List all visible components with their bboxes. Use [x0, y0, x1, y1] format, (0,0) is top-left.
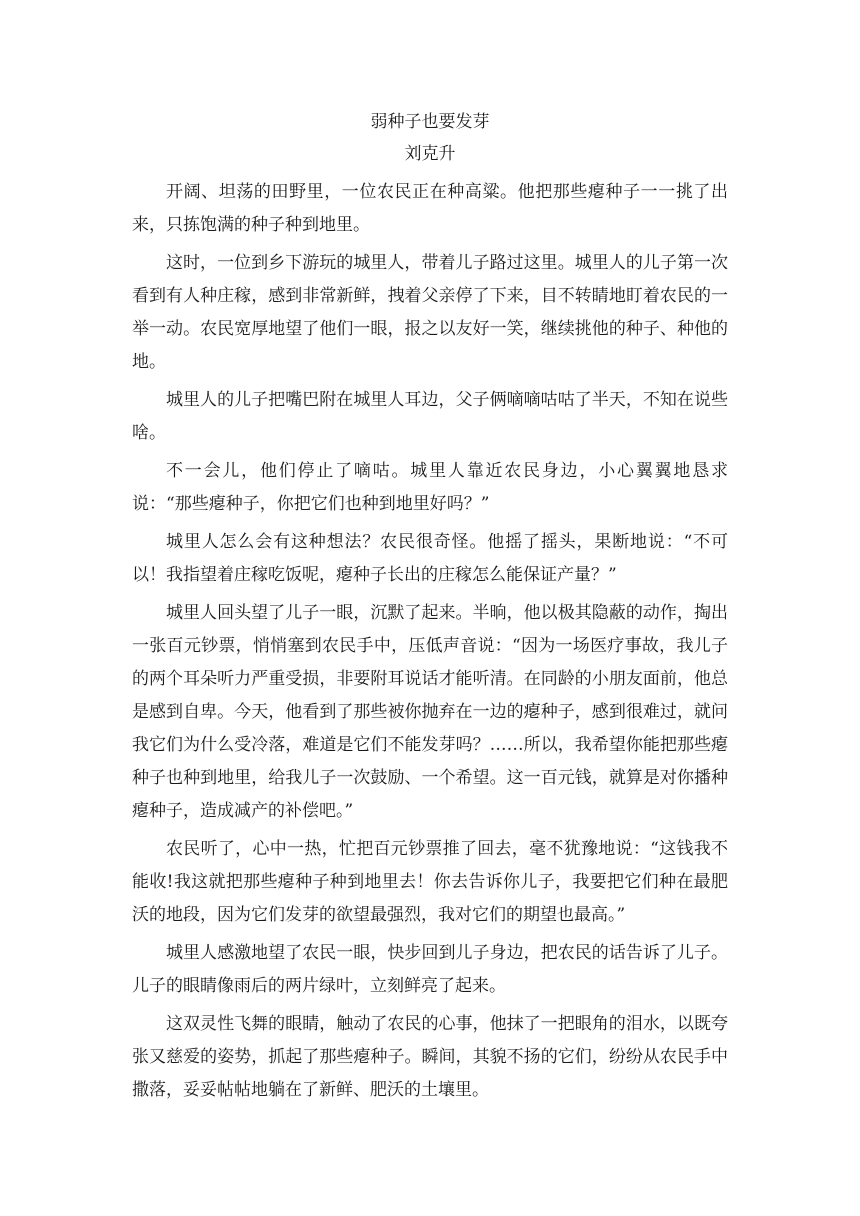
paragraph: 城里人感激地望了农民一眼，快步回到儿子身边，把农民的话告诉了儿子。儿子的眼睛像雨后的两片绿叶，立刻鲜亮了起来。	[132, 943, 728, 996]
article-author: 刘克升	[404, 144, 456, 164]
paragraph: 城里人回头望了儿子一眼，沉默了起来。半晌，他以极其隐蔽的动作，掏出一张百元钞票，悄悄塞到农民手中，压低声音说：“因为一场医疗事故，我儿子的两个耳朵听力严重受损，非要附耳说话才能听清。在同龄的小朋友面前，他总是感到自卑。今天，他看到了那些被你抛弃在一边的瘪种子，感到很难过，就问我它们为什么受冷落，难道是它们不能发芽吗？……所以，我希望你能把那些瘪种子也种到地里，给我儿子一次鼓励、一个希望。这一百元钱，就算是对你播种瘪种子，造成减产的补偿吧。”	[132, 603, 728, 821]
paragraph: 这时，一位到乡下游玩的城里人，带着儿子路过这里。城里人的儿子第一次看到有人种庄稼，感到非常新鲜，拽着父亲停了下来，目不转睛地盯着农民的一举一动。农民宽厚地望了他们一眼，报之以友好一笑，继续挑他的种子、种他的地。	[132, 253, 728, 372]
paragraph: 城里人怎么会有这种想法？农民很奇怪。他摇了摇头，果断地说：“不可以！我指望着庄稼吃饭呢，瘪种子长出的庄稼怎么能保证产量？”	[132, 532, 728, 585]
document-page	[132, 108, 728, 1112]
article-body	[132, 176, 728, 1107]
paragraph: 城里人的儿子把嘴巴附在城里人耳边，父子俩嘀嘀咕咕了半天，不知在说些啥。	[132, 390, 728, 443]
paragraph: 不一会儿，他们停止了嘀咕。城里人靠近农民身边，小心翼翼地恳求说：“那些瘪种子，你把它们也种到地里好吗？”	[132, 461, 728, 514]
paragraph: 开阔、坦荡的田野里，一位农民正在种高粱。他把那些瘪种子一一挑了出来，只拣饱满的种子种到地里。	[132, 182, 728, 235]
article-title: 弱种子也要发芽	[370, 112, 490, 132]
paragraph: 农民听了，心中一热，忙把百元钞票推了回去，毫不犹豫地说：“这钱我不能收!我这就把那些瘪种子种到地里去！你去告诉你儿子，我要把它们种在最肥沃的地段，因为它们发芽的欲望最强烈，我对它们的期望也最高。”	[132, 839, 728, 925]
paragraph: 这双灵性飞舞的眼睛，触动了农民的心事，他抹了一把眼角的泪水，以既夸张又慈爱的姿势，抓起了那些瘪种子。瞬间，其貌不扬的它们，纷纷从农民手中撒落，妥妥帖帖地躺在了新鲜、肥沃的土壤里。	[132, 1014, 728, 1100]
